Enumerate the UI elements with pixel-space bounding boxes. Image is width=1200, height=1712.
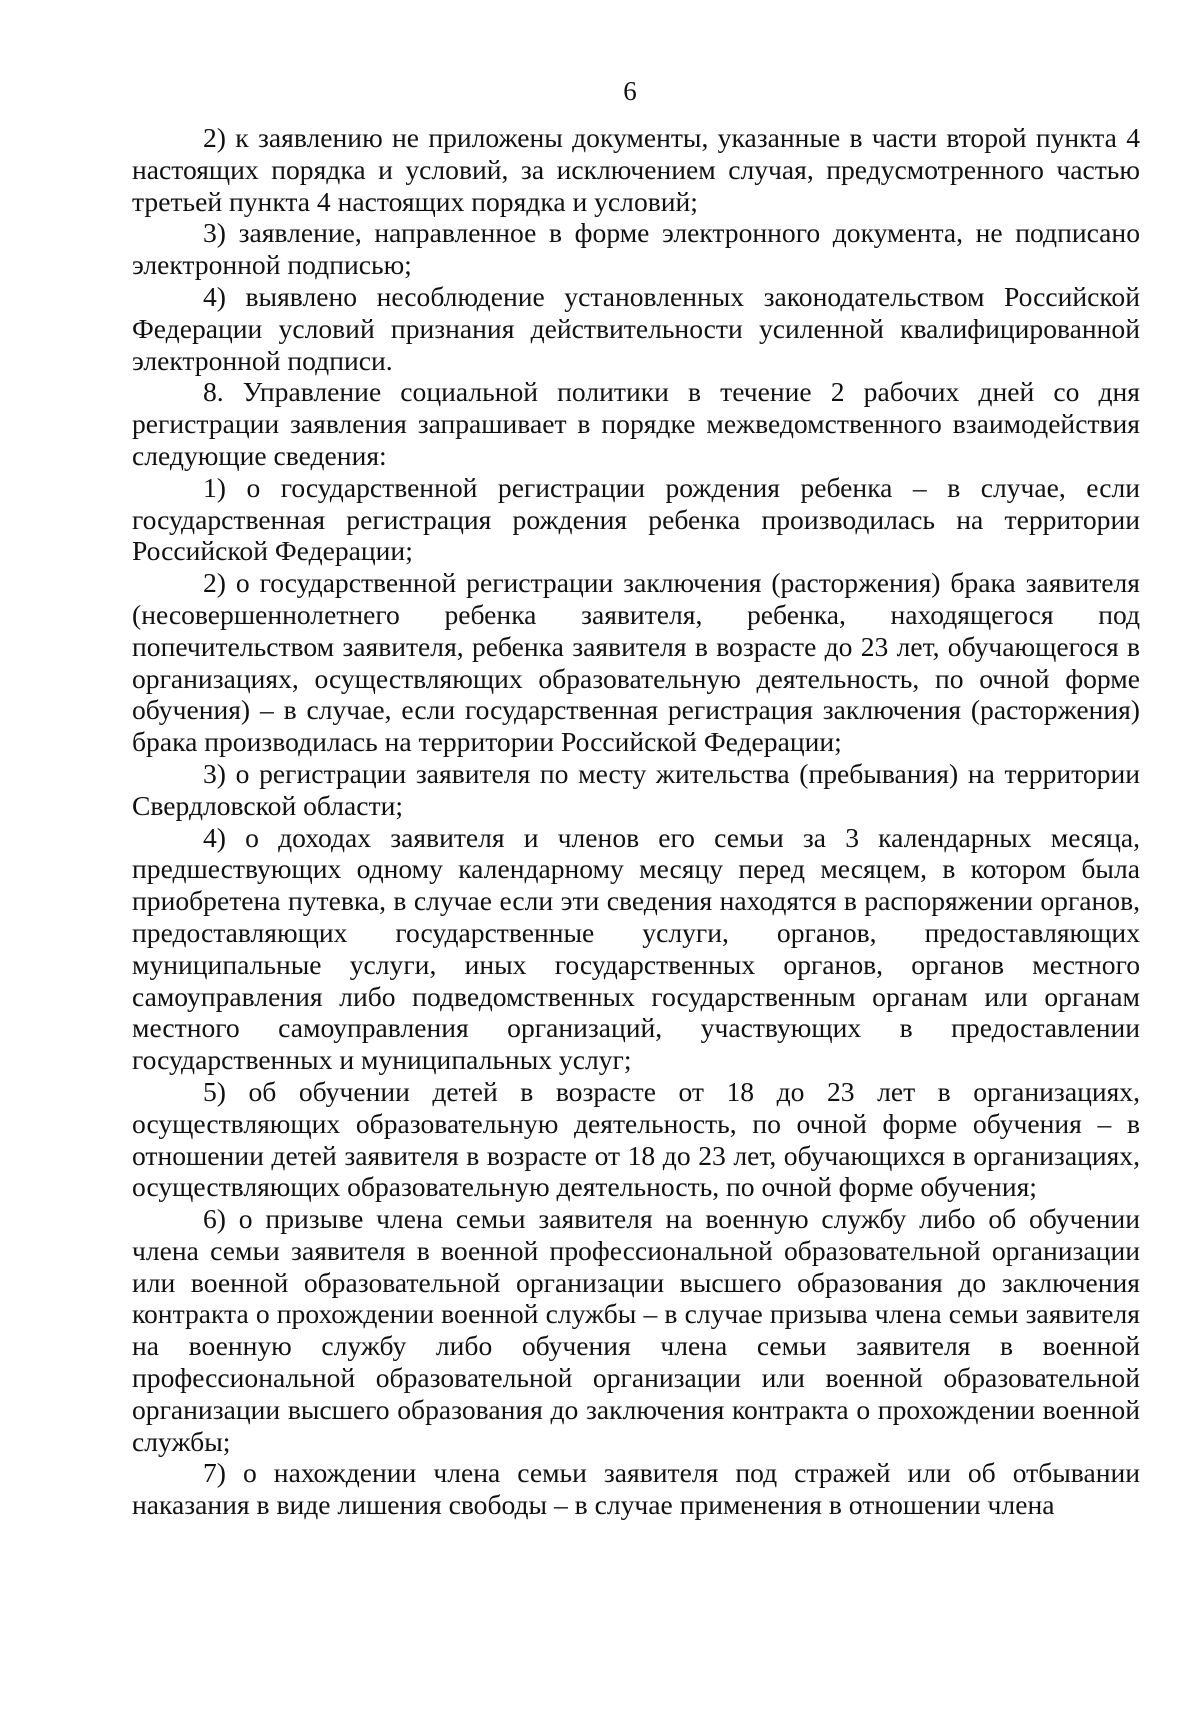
paragraph-item-3: 3) заявление, направленное в форме электронного документа, не подписано электронной подписью; xyxy=(132,217,1140,281)
paragraph-subitem-4: 4) о доходах заявителя и членов его семьи за 3 календарных месяца, предшествующих одному календарному месяцу перед месяцем, в котором была приобретена путевка, в случае если эти сведения находятся в распоряжении органов, предоставляющих государственные услуги, органов, предоставляющих муниципальные услуги, иных государственных органов, органов местного самоуправления либо подведомственных государственным органам или органам местного самоуправления организаций, участвующих в предоставлении государственных и муниципальных услуг; xyxy=(132,821,1140,1076)
paragraph-clause-8: 8. Управление социальной политики в течение 2 рабочих дней со дня регистрации заявления запрашивает в порядке межведомственного взаимодействия следующие сведения: xyxy=(132,376,1140,471)
paragraph-subitem-2: 2) о государственной регистрации заключения (расторжения) брака заявителя (несовершеннолетнего ребенка заявителя, ребенка, находящегося под попечительством заявителя, ребенка заявителя в возрасте до 23 лет, обучающегося в организациях, осуществляющих образовательную деятельность, по очной форме обучения) – в случае, если государственная регистрация заключения (расторжения) брака производилась на территории Российской Федерации; xyxy=(132,567,1140,758)
paragraph-subitem-3: 3) о регистрации заявителя по месту жительства (пребывания) на территории Свердловской области; xyxy=(132,757,1140,821)
paragraph-subitem-1: 1) о государственной регистрации рождения ребенка – в случае, если государственная регистрация рождения ребенка производилась на территории Российской Федерации; xyxy=(132,471,1140,567)
page-number: 6 xyxy=(623,76,637,106)
document-body xyxy=(132,122,1140,1521)
paragraph-item-2: 2) к заявлению не приложены документы, указанные в части второй пункта 4 настоящих порядка и условий, за исключением случая, предусмотренного частью третьей пункта 4 настоящих порядка и условий; xyxy=(132,122,1140,217)
paragraph-subitem-5: 5) об обучении детей в возрасте от 18 до 23 лет в организациях, осуществляющих образовательную деятельность, по очной форме обучения – в отношении детей заявителя в возрасте от 18 до 23 лет, обучающихся в организациях, осуществляющих образовательную деятельность, по очной форме обучения; xyxy=(132,1075,1140,1203)
paragraph-subitem-7: 7) о нахождении члена семьи заявителя под стражей или об отбывании наказания в виде лишения свободы – в случае применения в отношении члена xyxy=(132,1457,1140,1521)
paragraph-item-4: 4) выявлено несоблюдение установленных законодательством Российской Федерации условий признания действительности усиленной квалифицированной электронной подписи. xyxy=(132,280,1140,376)
paragraph-subitem-6: 6) о призыве члена семьи заявителя на военную службу либо об обучении члена семьи заявителя в военной профессиональной образовательной организации или военной образовательной организации высшего образования до заключения контракта о прохождении военной службы – в случае призыва члена семьи заявителя на военную службу либо обучения члена семьи заявителя в военной профессиональной образовательной организации или военной образовательной организации высшего образования до заключения контракта о прохождении военной службы; xyxy=(132,1203,1140,1457)
